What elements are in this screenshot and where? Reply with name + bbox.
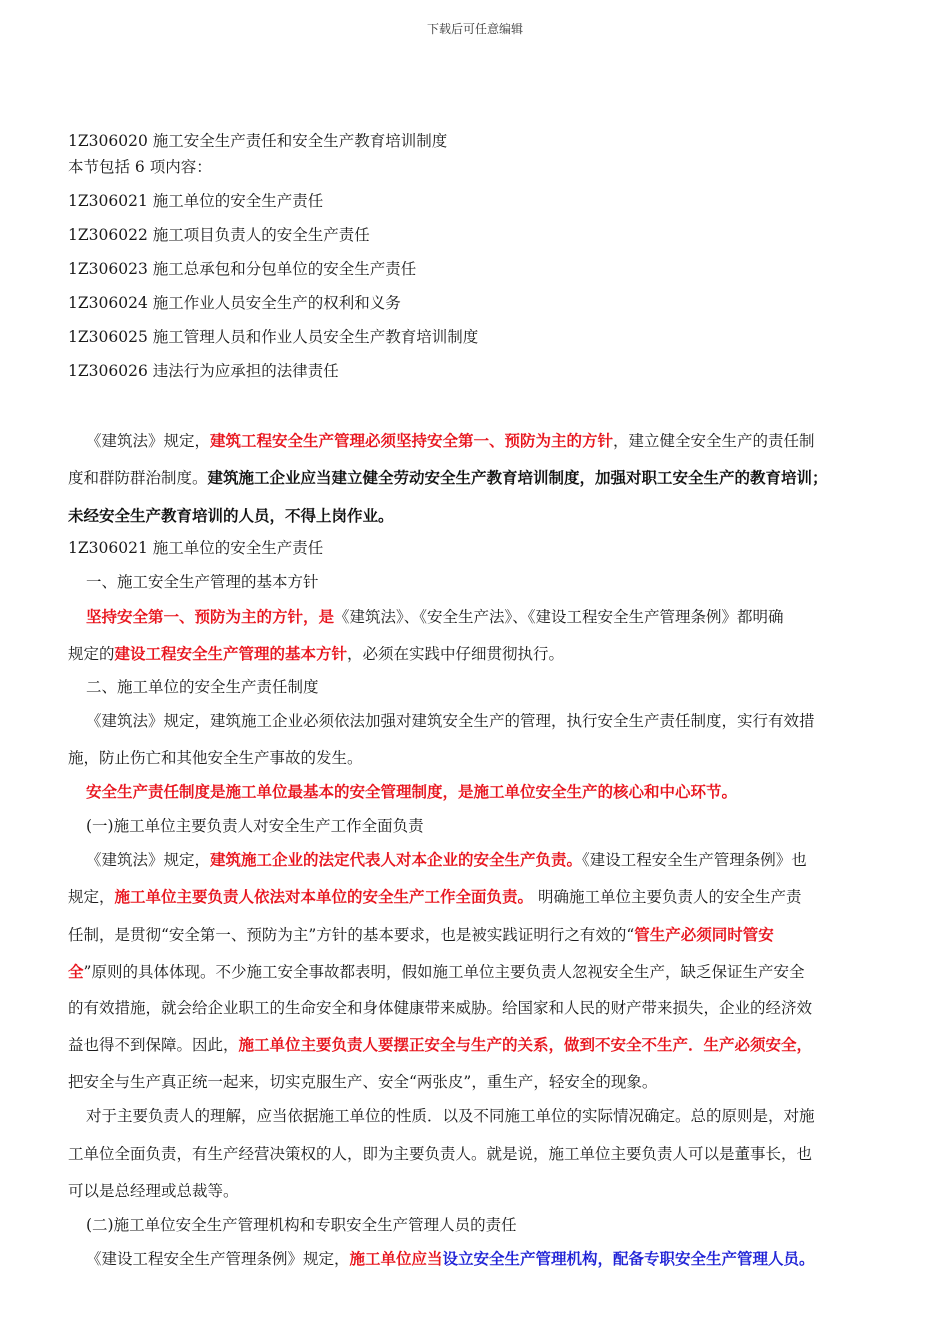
highlight-red-text: 施工单位应当 — [349, 1249, 443, 1268]
page-header: 下载后可任意编辑 — [426, 22, 523, 36]
bold-text: 建筑施工企业应当建立健全劳动安全生产教育培训制度，加强对职工安全生产的教育培训； — [207, 468, 828, 487]
highlight-red-text: 施工单位主要负责人依法对本单位的安全生产工作全面负责。 — [114, 887, 534, 906]
text-run: 1Z306022 施工项目负责人的安全生产责任 — [68, 226, 370, 244]
text-line — [86, 849, 807, 871]
highlight-red-text: 全 — [68, 962, 84, 981]
text-run: 《建筑法》规定， — [86, 851, 211, 869]
text-run: 二、施工单位的安全生产责任制度 — [86, 678, 319, 696]
text-run: ，必须在实践中仔细贯彻执行。 — [347, 645, 565, 663]
text-line — [68, 130, 447, 152]
highlight-red-text: 坚持安全第一、预防为主的方针，是 — [86, 607, 335, 626]
text-line — [68, 961, 804, 983]
text-run: 《建设工程安全生产管理条例》也 — [582, 851, 807, 869]
text-run: 《建筑法》规定， — [86, 432, 211, 450]
text-run: 一、施工安全生产管理的基本方针 — [86, 573, 319, 591]
text-line — [68, 1071, 657, 1093]
text-line — [68, 505, 394, 527]
text-run: 度和群防群治制度。 — [68, 469, 208, 487]
text-line — [86, 676, 319, 698]
highlight-red-text: 建筑施工企业的法定代表人对本企业的安全生产负责。 — [210, 850, 583, 869]
text-line — [86, 606, 784, 628]
highlight-blue-text: 设立安全生产管理机构，配备专职安全生产管理人员。 — [442, 1249, 815, 1268]
text-run: 《建筑法》规定，建筑施工企业必须依法加强对建筑安全生产的管理，执行安全生产责任制度，实行有效措 — [86, 712, 815, 730]
text-run: 的有效措施，就会给企业职工的生命安全和身体健康带来威胁。给国家和人民的财产带来损失，企业的经济效 — [68, 999, 813, 1017]
text-run: 规定的 — [68, 645, 115, 663]
highlight-red-text: 建筑工程安全生产管理必须坚持安全第一、预防为主的方针 — [210, 431, 614, 450]
text-line — [86, 1248, 815, 1270]
text-run: 施，防止伤亡和其他安全生产事故的发生。 — [68, 749, 363, 767]
text-line — [68, 224, 370, 246]
text-run: ，建立健全安全生产的责任制 — [613, 432, 815, 450]
text-run: 1Z306020 施工安全生产责任和安全生产教育培训制度 — [68, 132, 448, 150]
text-run: 《建设工程安全生产管理条例》规定， — [86, 1250, 350, 1268]
text-line — [68, 326, 478, 348]
text-line — [68, 1034, 812, 1056]
text-line — [68, 747, 363, 769]
text-run: 工单位全面负责，有生产经营决策权的人，即为主要负责人。就是说，施工单位主要负责人可以是董事长，也 — [68, 1145, 813, 1163]
highlight-red-text: 管生产必须同时管安 — [634, 925, 774, 944]
text-run: 1Z306024 施工作业人员安全生产的权利和义务 — [68, 294, 401, 312]
text-line — [68, 258, 416, 280]
text-line — [86, 430, 815, 452]
text-run: ”原则的具体体现。不少施工安全事故都表明，假如施工单位主要负责人忽视安全生产，缺乏保证生产安全 — [83, 963, 805, 981]
highlight-red-text: 安全生产责任制度是施工单位最基本的安全管理制度，是施工单位安全生产的核心和中心环节。 — [86, 782, 738, 801]
text-line — [68, 1180, 239, 1202]
text-line — [68, 643, 564, 665]
text-line — [68, 360, 339, 382]
text-run: 1Z306025 施工管理人员和作业人员安全生产教育培训制度 — [68, 328, 479, 346]
text-line — [68, 190, 323, 212]
text-run: (二)施工单位安全生产管理机构和专职安全生产管理人员的责任 — [86, 1216, 517, 1234]
text-run: 益也得不到保障。因此， — [68, 1036, 239, 1054]
text-run: 任制，是贯彻“安全第一、预防为主”方针的基本要求，也是被实践证明行之有效的“ — [68, 926, 635, 944]
text-line — [68, 886, 801, 908]
text-line — [86, 781, 737, 803]
text-run: 明确施工单位主要负责人的安全生产责 — [533, 888, 802, 906]
text-line — [86, 710, 815, 732]
highlight-red-text: 建设工程安全生产管理的基本方针 — [114, 644, 348, 663]
text-line — [68, 924, 774, 946]
text-line — [68, 292, 401, 314]
text-run: 1Z306021 施工单位的安全生产责任 — [68, 192, 324, 210]
text-run: 1Z306023 施工总承包和分包单位的安全生产责任 — [68, 260, 417, 278]
text-run: 对于主要负责人的理解，应当依据施工单位的性质．以及不同施工单位的实际情况确定。总的原则是，对施 — [86, 1107, 815, 1125]
text-line — [68, 537, 323, 559]
text-run: 1Z306026 违法行为应承担的法律责任 — [68, 362, 339, 380]
text-line — [68, 997, 812, 1019]
text-run: 把安全与生产真正统一起来，切实克服生产、安全“两张皮”，重生产，轻安全的现象。 — [68, 1073, 658, 1091]
bold-text: 未经安全生产教育培训的人员，不得上岗作业。 — [68, 506, 394, 525]
text-run: (一)施工单位主要负责人对安全生产工作全面负责 — [86, 817, 424, 835]
text-run: 可以是总经理或总裁等。 — [68, 1182, 239, 1200]
text-line — [86, 571, 319, 593]
highlight-red-text: 施工单位主要负责人要摆正安全与生产的关系，做到不安全不生产．生产必须安全， — [238, 1035, 813, 1054]
text-line — [68, 467, 828, 489]
text-line — [86, 1214, 517, 1236]
text-line — [68, 1143, 812, 1165]
text-run: 《建筑法》、《安全生产法》、《建设工程安全生产管理条例》都明确 — [334, 608, 784, 626]
text-line — [86, 1105, 815, 1127]
text-run: 本节包括 6 项内容： — [68, 158, 212, 176]
text-run: 规定， — [68, 888, 115, 906]
text-run: 1Z306021 施工单位的安全生产责任 — [68, 539, 324, 557]
text-line — [86, 815, 424, 837]
text-line — [68, 156, 212, 178]
